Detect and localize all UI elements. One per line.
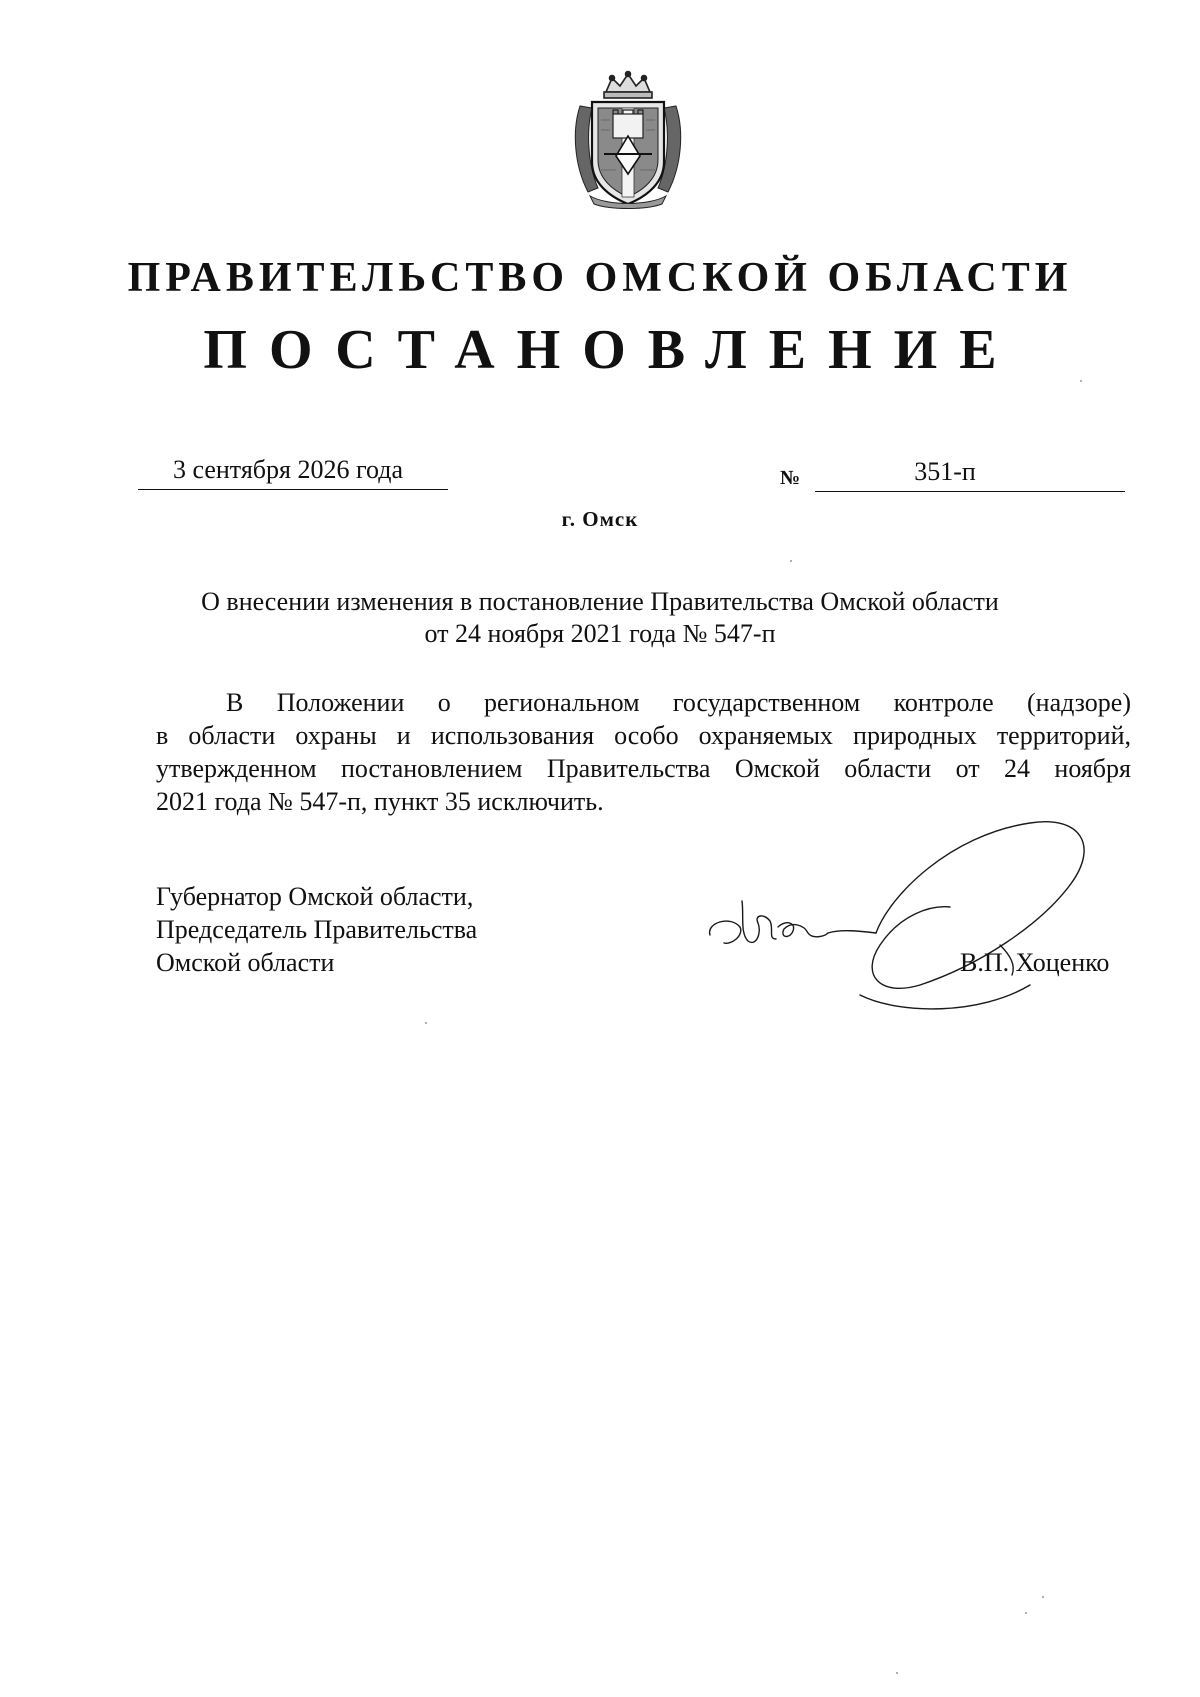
position-line: Председатель Правительства bbox=[156, 915, 478, 944]
city-label: г. Омск bbox=[561, 507, 639, 531]
position-line: Омской области bbox=[156, 948, 335, 977]
scan-speck bbox=[1042, 1596, 1044, 1598]
scan-speck bbox=[896, 1672, 898, 1674]
position-line: Губернатор Омской области, bbox=[156, 882, 474, 911]
body-line: утвержденном постановлением Правительства Омской области от 24 ноября bbox=[156, 754, 1131, 783]
number-label: № bbox=[780, 467, 801, 489]
subject-line: от 24 ноября 2021 года № 547-п bbox=[424, 619, 776, 648]
document-type-title: ПОСТАНОВЛЕНИЕ bbox=[203, 319, 1019, 381]
document-body bbox=[156, 686, 1131, 818]
scan-speck bbox=[1080, 380, 1082, 382]
signer-name: В.П. Хоценко bbox=[960, 948, 1110, 977]
coat-of-arms-icon bbox=[568, 70, 688, 210]
document-subject bbox=[150, 586, 1050, 650]
handwritten-signature bbox=[700, 815, 1120, 1025]
signatory-position bbox=[156, 880, 477, 979]
document-date: 3 сентября 2026 года bbox=[138, 452, 448, 490]
scan-speck bbox=[1025, 1612, 1027, 1614]
government-title: ПРАВИТЕЛЬСТВО ОМСКОЙ ОБЛАСТИ bbox=[127, 255, 1073, 301]
body-line: в области охраны и использования особо охраняемых природных территорий, bbox=[156, 721, 1131, 750]
scan-speck bbox=[790, 560, 792, 562]
scan-speck bbox=[425, 1022, 427, 1024]
body-line: 2021 года № 547-п, пункт 35 исключить. bbox=[156, 787, 604, 816]
document-number: 351-п bbox=[815, 454, 1125, 492]
body-line: В Положении о региональном государственном контроле (надзоре) bbox=[226, 688, 1131, 717]
subject-line: О внесении изменения в постановление Правительства Омской области bbox=[201, 587, 999, 616]
